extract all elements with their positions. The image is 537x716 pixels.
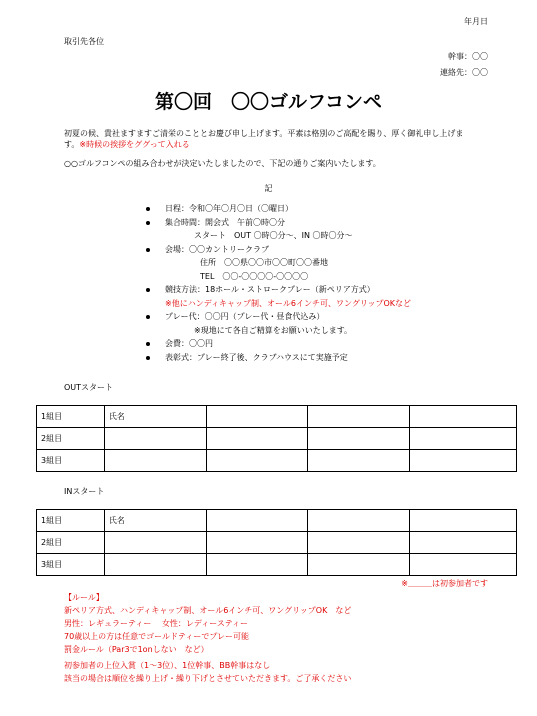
table-row [37,532,517,554]
bullet-dot [146,248,150,252]
player-cell [308,428,410,450]
player-cell [206,532,308,554]
addressee: 取引先各位 [64,37,104,46]
player-cell [308,554,410,576]
player-cell [308,510,410,532]
contact: 連絡先：〇〇 [440,68,488,77]
detail-venue: 会場：〇〇カントリークラブ [150,243,411,257]
date: 年月日 [464,17,488,26]
player-cell [410,406,517,428]
player-cell [410,428,517,450]
intro-note: ※時候の挨拶をググって入れる [79,140,190,149]
intro-line-2-text: す。 [64,140,80,149]
page-title: 第〇回 〇〇ゴルフコンペ [154,91,383,113]
player-cell [410,450,517,472]
out-table [36,405,517,472]
prize-line: 初参加者の上位入賞（1～3位）、1位幹事、BB幹事はなし [64,661,271,670]
bullet-dot [146,288,150,292]
bullet-dot [146,342,150,346]
beginner-note: ※＿＿＿は初参加者です [401,579,488,588]
bullet-dot [146,356,150,360]
group-cell: 3組目 [37,450,105,472]
table-row [37,450,517,472]
detail-tel: TEL 〇〇-〇〇〇〇-〇〇〇〇 [200,271,309,281]
rule-line: 男性：レギュラーティー 女性：レディースティー [64,619,249,628]
prize-line: 該当の場合は順位を繰り上げ・繰り下げとさせていただきます。ご了承ください [64,674,352,683]
intro-line-3: ○○ゴルフコンペの組み合わせが決定いたしましたので、下記の通りご案内いたします。 [64,159,381,168]
intro-line-1: 初夏の候、貴社ますますご清栄のこととお慶び申し上げます。平素は格別のご高配を賜り、厚く御礼申し上げま [64,129,464,138]
player-cell [410,554,517,576]
rules-heading: 【ルール】 [64,593,104,602]
table-row [37,510,517,532]
player-cell [206,406,308,428]
out-start-label: OUTスタート [64,383,114,392]
detail-start: スタート OUT 〇時〇分～、IN 〇時〇分～ [194,231,353,240]
player-cell [308,450,410,472]
player-cell [410,532,517,554]
rule-line: 罰金ルール（Par3で1onしない など） [64,645,209,654]
detail-gather: 集合時間：開会式 午前〇時〇分 [150,216,411,230]
name-cell [104,450,206,472]
group-cell: 2組目 [37,428,105,450]
table-row [37,406,517,428]
details-list [150,202,411,364]
group-cell: 1組目 [37,510,105,532]
bullet-dot [146,221,150,225]
detail-fee-note: ※現地にて各自ご精算をお願いいたします。 [194,325,353,335]
prize-block [64,659,351,685]
intro-line-2 [64,140,190,150]
name-cell: 氏名 [104,406,206,428]
detail-method-note: ※他にハンディキャップ制、オール6インチ可、ワングリップOKなど [165,298,412,308]
in-table [36,509,517,576]
organizer: 幹事：〇〇 [448,52,488,61]
detail-fee: プレー代：〇〇円（プレー代・昼食代込み） [150,310,411,324]
table-row [37,554,517,576]
name-cell [104,428,206,450]
name-cell: 氏名 [104,510,206,532]
player-cell [206,428,308,450]
detail-date: 日程：令和〇年〇月〇日（〇曜日） [150,202,411,216]
bullet-dot [146,207,150,211]
detail-ceremony: 表彰式：プレー終了後、クラブハウスにて実施予定 [150,351,411,365]
player-cell [206,554,308,576]
group-cell: 2組目 [37,532,105,554]
detail-membership: 会費：〇〇円 [150,337,411,351]
name-cell [104,532,206,554]
player-cell [410,510,517,532]
player-cell [308,532,410,554]
rule-line: 70歳以上の方は任意でゴールドティーでプレー可能 [64,632,250,641]
player-cell [308,406,410,428]
name-cell [104,554,206,576]
bullet-dot [146,315,150,319]
in-start-label: INスタート [64,487,105,496]
rule-line: 新ペリア方式、ハンディキャップ制、オール6インチ可、ワングリップOK など [64,606,352,615]
ki-heading: 記 [264,184,273,193]
group-cell: 3組目 [37,554,105,576]
detail-method: 競技方法：18ホール・ストロークプレー（新ペリア方式） [150,283,411,297]
detail-address: 住所 〇〇県〇〇市〇〇町〇〇番地 [200,258,328,267]
player-cell [206,450,308,472]
rules-block [64,591,351,656]
group-cell: 1組目 [37,406,105,428]
player-cell [206,510,308,532]
table-row [37,428,517,450]
